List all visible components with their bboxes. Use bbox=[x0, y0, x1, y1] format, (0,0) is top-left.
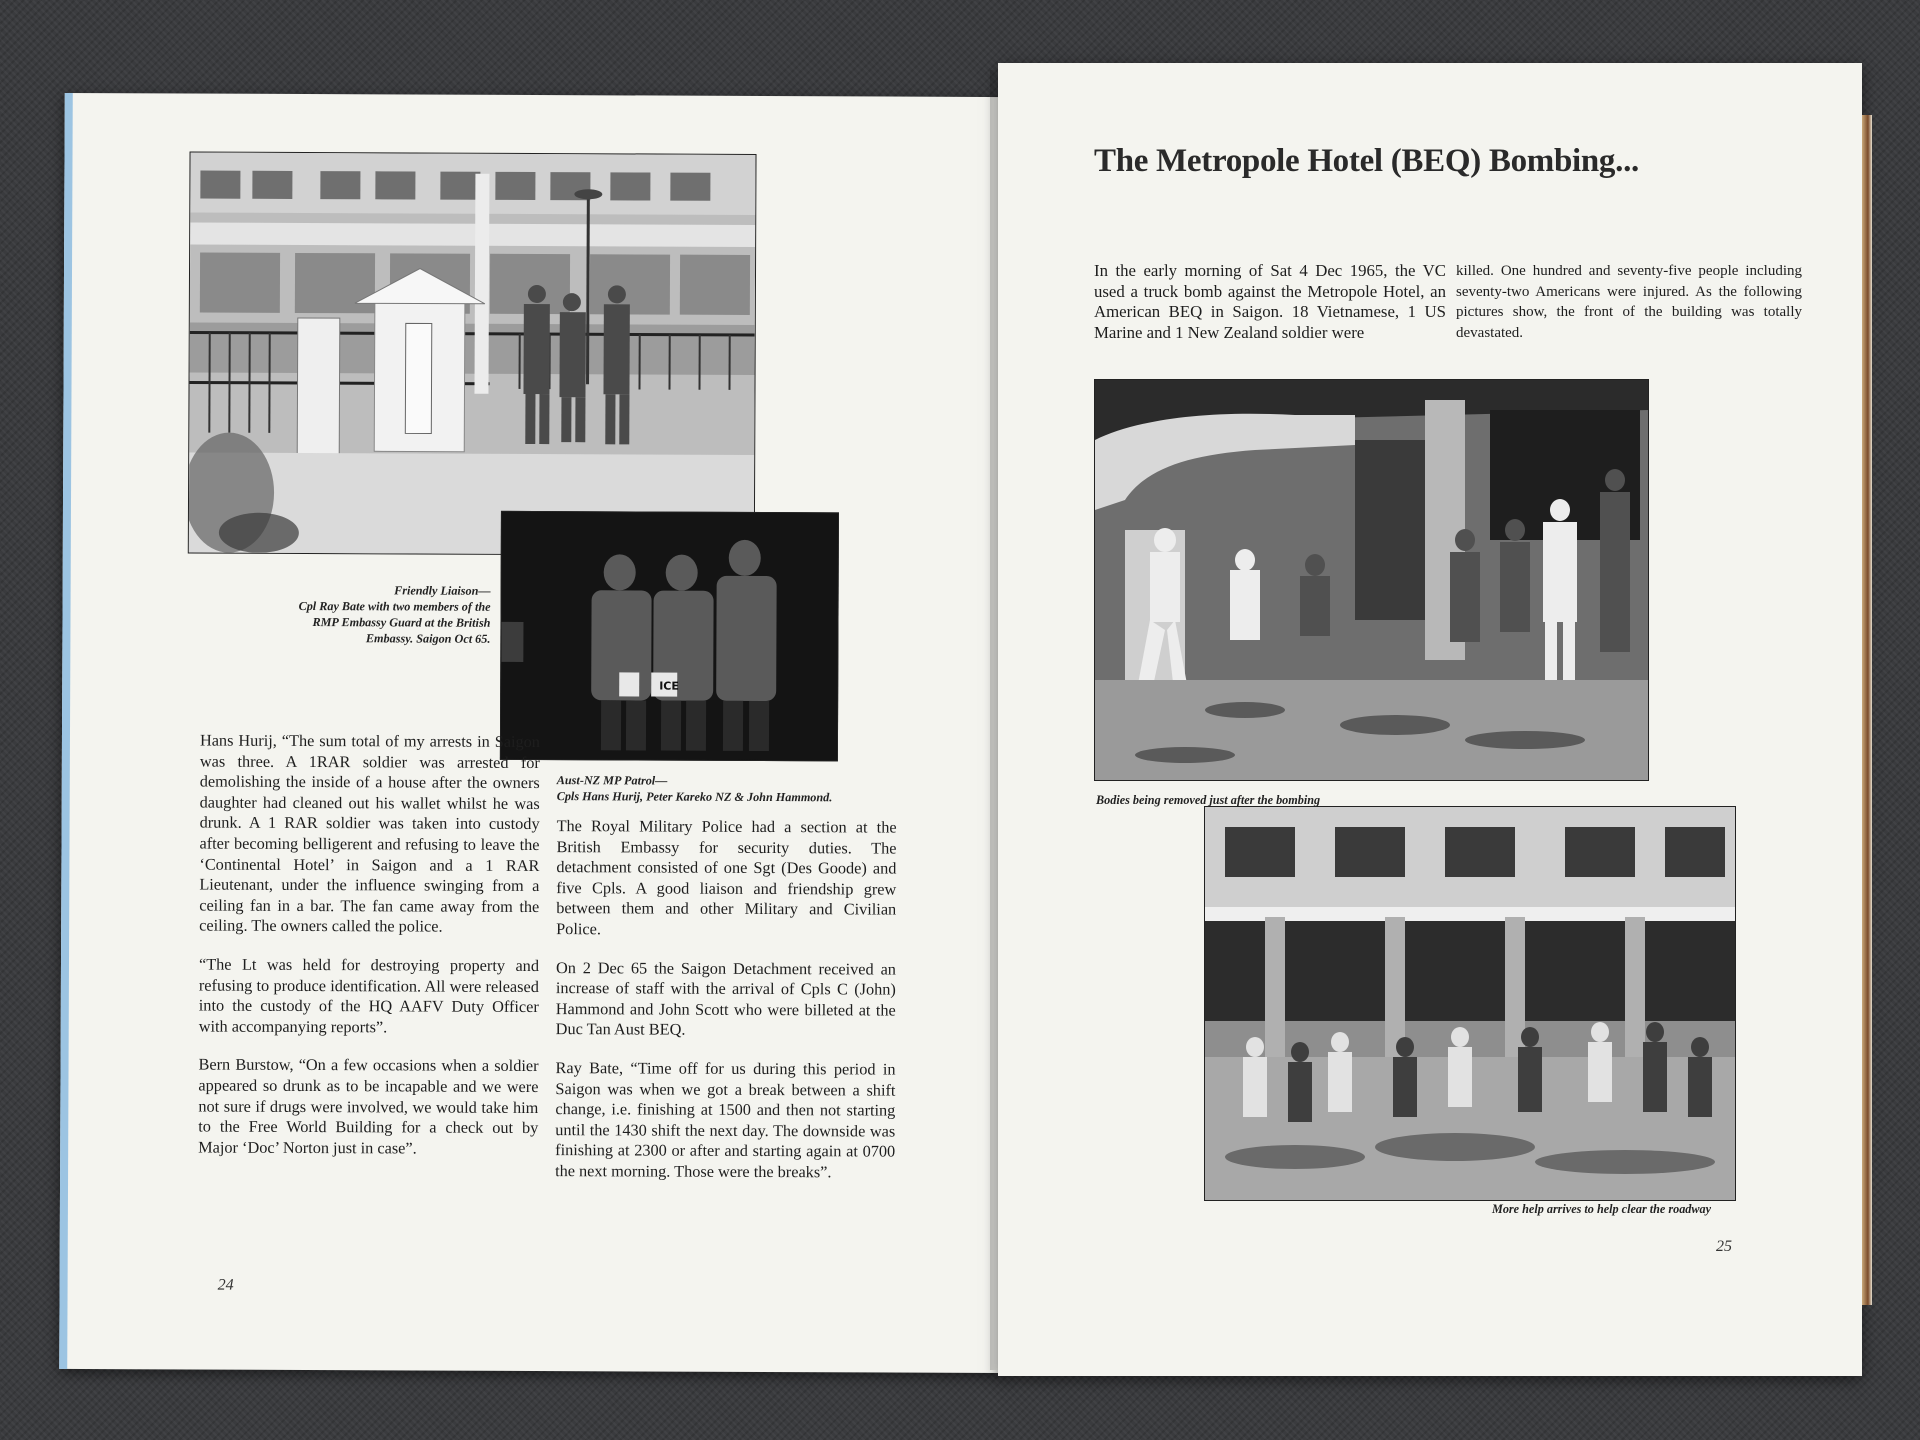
roadway-clearing-photo bbox=[1204, 806, 1736, 1201]
paragraph: The Royal Military Police had a section at the British Embassy for security duties. The detachment consisted of one Sgt (Des Goode) and five Cpls. A good liaison and friendship grew between them and other Military and Civilian Police. bbox=[556, 816, 897, 939]
paragraph: Hans Hurij, “The sum total of my arrests in Saigon was three. A 1RAR soldier was arrested for demolishing the inside of a house after the owners daughter had cleaned out his wallet whilst he was drunk. A 1 RAR soldier was taken into custody after becoming belligerent and refusing to leave the ‘Continental Hotel’ in Saigon and a 1 RAR Lieutenant, under the influence swinging from a ceiling fan in a bar. The fan came away from the ceiling. The owners called the police. bbox=[199, 730, 541, 936]
bombing-photo-caption-1: Bodies being removed just after the bombing bbox=[1096, 793, 1321, 807]
bombing-photo-caption-2: More help arrives to help clear the roadway bbox=[1492, 1202, 1712, 1216]
right-page bbox=[998, 63, 1862, 1376]
patrol-photo-caption bbox=[557, 772, 897, 805]
left-column-2 bbox=[555, 816, 897, 1201]
left-column-1 bbox=[198, 731, 540, 1178]
bombing-aftermath-photo bbox=[1094, 379, 1649, 781]
jeep-plate-text: ICE bbox=[659, 679, 679, 693]
page-title: The Metropole Hotel (BEQ) Bombing... bbox=[1094, 143, 1639, 179]
caption-line: Cpl Ray Bate with two members of the bbox=[298, 598, 491, 614]
embassy-photo-caption bbox=[190, 582, 490, 647]
caption-line: Friendly Liaison— bbox=[394, 583, 491, 598]
paragraph: Bern Burstow, “On a few occasions when a soldier appeared so drunk as to be incapable and we were not sure if drugs were involved, we would take him to the Free World Building for a check out by Major ‘Doc’ Norton just in case”. bbox=[198, 1054, 539, 1158]
caption-line: Cpls Hans Hurij, Peter Kareko NZ & John Hammond. bbox=[556, 789, 833, 805]
left-page bbox=[59, 93, 1008, 1373]
book-edge bbox=[1862, 115, 1872, 1305]
page-number: 25 bbox=[1716, 1238, 1732, 1255]
night-patrol-photo bbox=[500, 511, 839, 761]
page-number: 24 bbox=[217, 1276, 234, 1294]
caption-line: Embassy. Saigon Oct 65. bbox=[365, 631, 491, 646]
paragraph: Ray Bate, “Time off for us during this period in Saigon was when we got a break between a shift change, i.e. finishing at 1500 and then not starting until the 1430 shift the next day. The downside was finishing at 2300 or after and starting again at 0700 the next morning. Those were the breaks”. bbox=[555, 1058, 896, 1182]
caption-line: RMP Embassy Guard at the British bbox=[312, 615, 491, 630]
paragraph: On 2 Dec 65 the Saigon Detachment received an increase of staff with the arrival of Cpls C (John) Hammond and John Scott who were billeted at the Duc Tan Aust BEQ. bbox=[555, 957, 897, 1040]
paragraph: “The Lt was held for destroying property and refusing to produce identification. All were released into the custody of the HQ AAFV Duty Officer with accompanying reports”. bbox=[198, 954, 540, 1037]
embassy-guard-photo bbox=[188, 151, 757, 555]
intro-column-1: In the early morning of Sat 4 Dec 1965, the VC used a truck bomb against the Metropole Hotel, an American BEQ in Saigon. 18 Vietnamese, 1 US Marine and 1 New Zealand soldier were bbox=[1094, 261, 1446, 342]
intro-column-2: killed. One hundred and seventy-five people including seventy-two Americans were injured. As the following pictures show, the front of the building was totally devastated. bbox=[1456, 263, 1802, 341]
caption-line: Aust-NZ MP Patrol— bbox=[556, 773, 668, 788]
